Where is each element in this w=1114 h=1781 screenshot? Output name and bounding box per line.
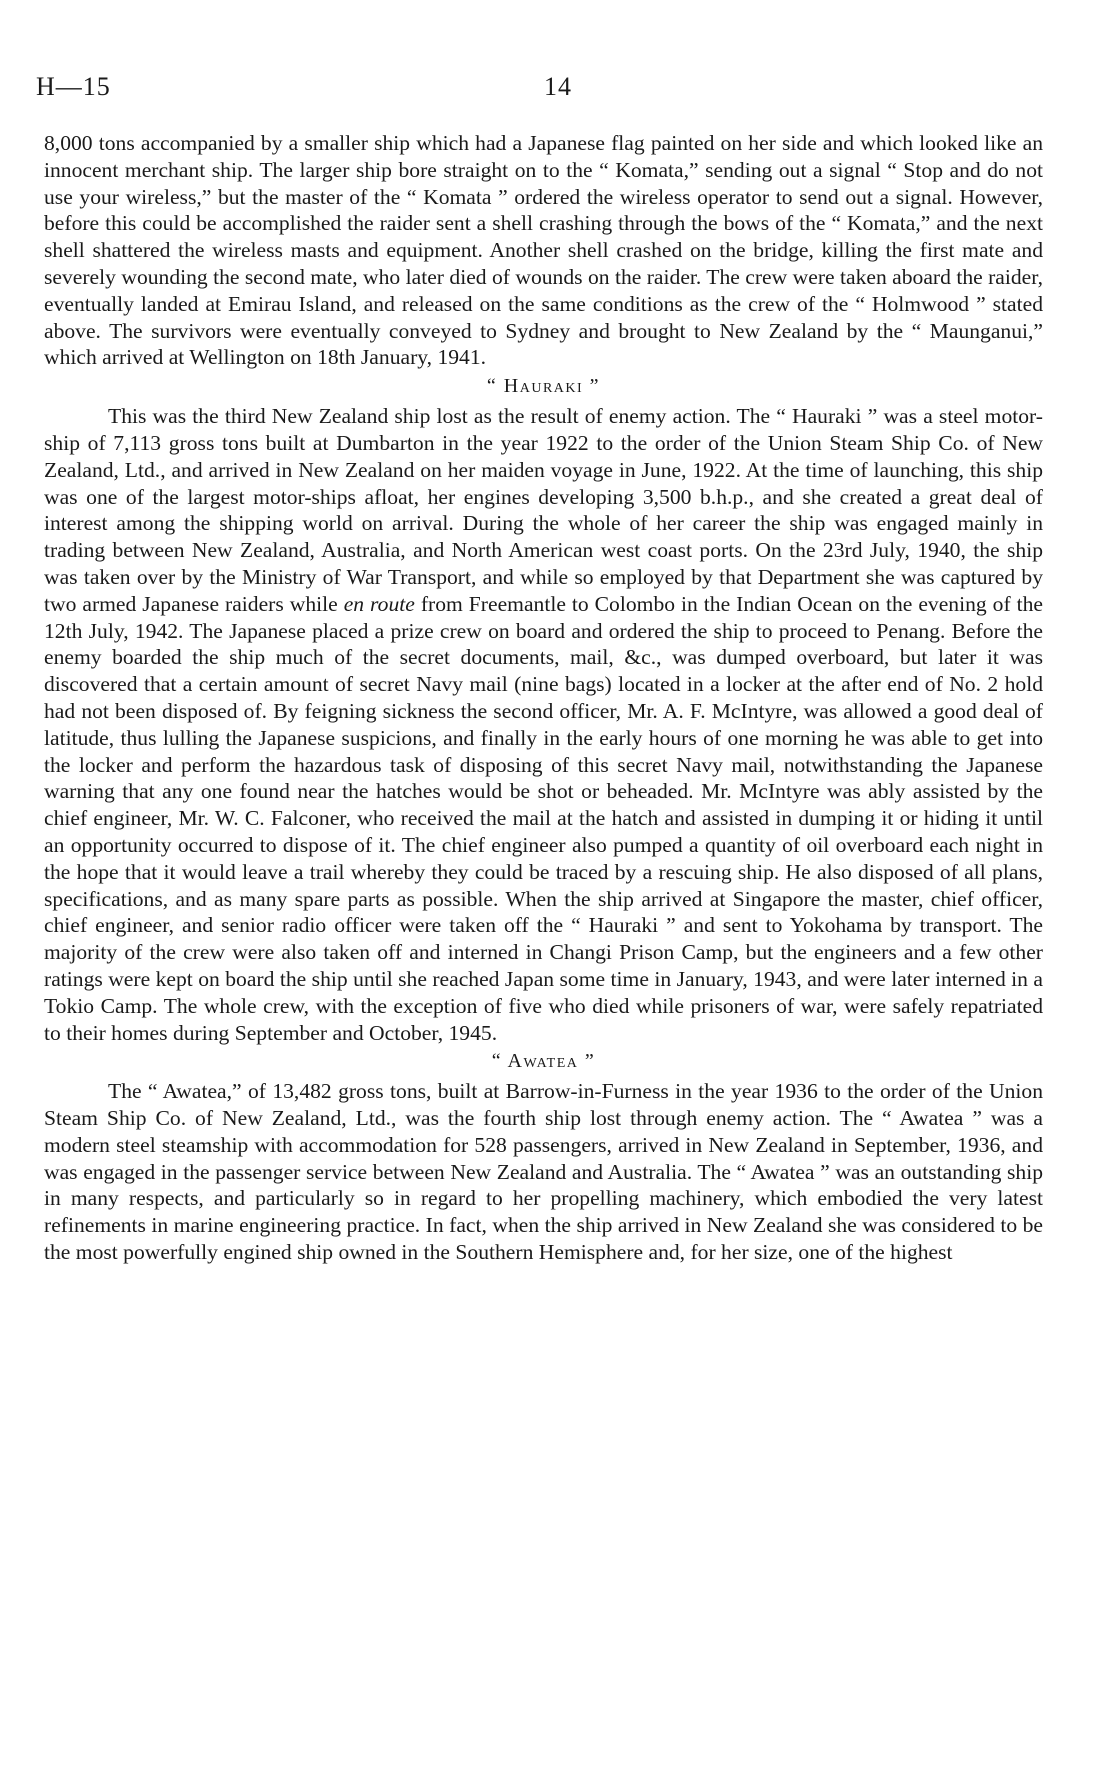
section-heading-hauraki: “ Hauraki ” — [486, 375, 601, 398]
page-header — [36, 72, 1046, 106]
paragraph-hauraki-text-part2: from Freemantle to Colombo in the Indian Ocean on the evening of the 12th July, 1942. The Japanese placed a prize crew on board and ordered the ship to proceed to Penang. Before the enemy boarded the ship much of the secret documents, mail, &c., was dumped overboard, but later it was discovered that a certain amount of secret Navy mail (nine bags) located in a locker at the after end of No. 2 hold had not been disposed of. By feigning sickness the second officer, Mr. A. F. McIntyre, was allowed a good deal of latitude, thus lulling the Japanese suspicions, and finally in the early hours of one morning he was able to get into the locker and perform the hazardous task of disposing of this secret Navy mail, notwithstanding the Japanese warning that any one found near the hatches would be shot or beheaded. Mr. McIntyre was ably assisted by the chief engineer, Mr. W. C. Falconer, who received the mail at the hatch and assisted in dumping it or hiding it until an opportunity occurred to dispose of it. The chief engineer also pumped a quantity of oil overboard each night in the hope that it would leave a trail whereby they could be traced by a rescuing ship. He also disposed of all plans, specifications, and as many spare parts as possible. When the ship arrived at Singapore the master, chief officer, chief engineer, and senior radio officer were taken off the “ Hauraki ” and sent to Yokohama by transport. The majority of the crew were also taken off and interned in Changi Prison Camp, but the engineers and a few other ratings were kept on board the ship until she reached Japan some time in January, 1943, and were later interned in a Tokio Camp. The whole crew, with the exception of five who died while prisoners of war, were safely repatriated to their homes during September and October, 1945. — [44, 591, 1043, 1045]
paragraph-komata-continued: 8,000 tons accompanied by a smaller ship which had a Japanese flag painted on her side and which looked like an innocent merchant ship. The larger ship bore straight on to the “ Komata,” sending out a signal “ Stop and do not use your wireless,” but the master of the “ Komata ” ordered the wireless operator to send out a signal. However, before this could be accomplished the raider sent a shell crashing through the bows of the “ Komata,” and the next shell shattered the wireless masts and equipment. Another shell crashed on the bridge, killing the first mate and severely wounding the second mate, who later died of wounds on the raider. The crew were taken aboard the raider, eventually landed at Emirau Island, and released on the same conditions as the crew of the “ Holmwood ” stated above. The survivors were eventually conveyed to Sydney and brought to New Zealand by the “ Maunganui,” which arrived at Wellington on 18th January, 1941. — [44, 131, 1043, 370]
document-reference: H—15 — [36, 72, 111, 101]
section-heading-awatea: “ Awatea ” — [491, 1050, 596, 1073]
paragraph-hauraki-text-part1: This was the third New Zealand ship lost as the result of enemy action. The “ Hauraki ” was a steel motor-ship of 7,113 gross tons built at Dumbarton in the year 1922 to the order of the Union Steam Ship Co. of New Zealand, Ltd., and arrived in New Zealand on her maiden voyage in June, 1922. At the time of launching, this ship was one of the largest motor-ships afloat, her engines developing 3,500 b.h.p., and she created a great deal of interest among the shipping world on arrival. During the whole of her career the ship was engaged mainly in trading between New Zealand, Australia, and North American west coast ports. On the 23rd July, 1940, the ship was taken over by the Ministry of War Transport, and while so employed by that Department she was captured by two armed Japanese raiders while — [44, 404, 1043, 616]
italic-en-route: en route — [343, 591, 415, 616]
paragraph-awatea: The “ Awatea,” of 13,482 gross tons, built at Barrow-in-Furness in the year 1936 to the order of the Union Steam Ship Co. of New Zealand, Ltd., was the fourth ship lost through enemy action. The “ Awatea ” was a modern steel steamship with accommodation for 528 passengers, arrived in New Zealand in September, 1936, and was engaged in the passenger service between New Zealand and Australia. The “ Awatea ” was an outstanding ship in many respects, and particularly so in regard to her propelling machinery, which embodied the very latest refinements in marine engineering practice. In fact, when the ship arrived in New Zealand she was considered to be the most powerfully engined ship owned in the Southern Hemisphere and, for her size, one of the highest — [44, 1079, 1043, 1265]
paragraph-hauraki — [44, 403, 1043, 1046]
page-number: 14 — [544, 72, 572, 101]
document-body — [44, 130, 1043, 1266]
